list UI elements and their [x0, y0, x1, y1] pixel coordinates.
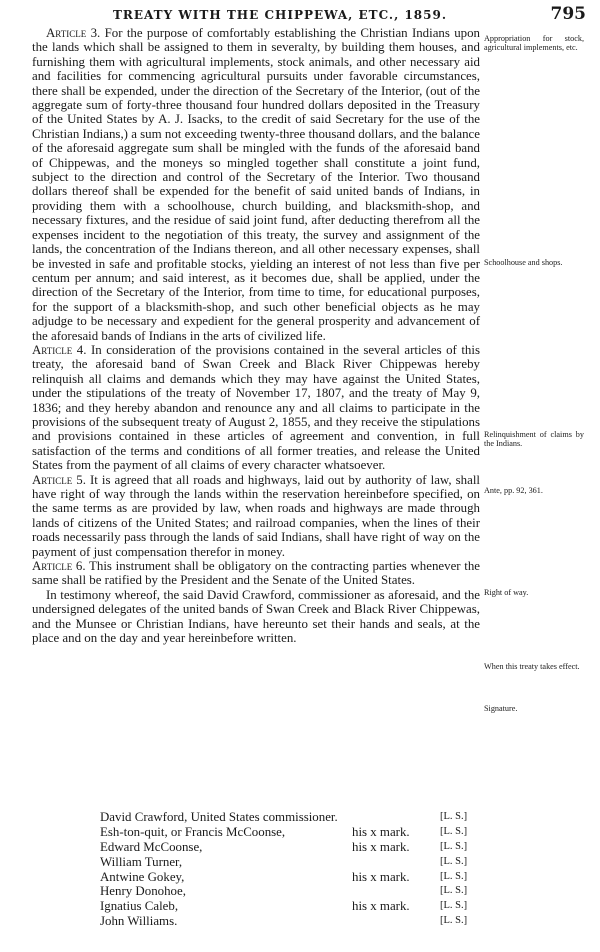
article-5-text: It is agreed that all roads and highways, laid out by authority of law, shall have right of way through the lands within the reservation hereinbefore specified, on the same terms as are provided by law, when roads and highways are made through lands of citizens of the United States; and railroad companies, when the lines of their roads necessarily pass through the lands of said Indians, shall have right of way on the payment of just compensation therefor in money.: [32, 472, 480, 559]
signature-row: [32, 840, 492, 855]
signer-name: Esh-ton-quit, or Francis McCoonse,: [100, 824, 286, 839]
margin-note-appropriation: Appropriation for stock, agricultural implements, etc.: [484, 34, 584, 53]
seal-label: [L. S.]: [440, 825, 468, 837]
seal-label: [L. S.]: [440, 870, 468, 882]
treaty-text: [32, 26, 480, 645]
signer-name: Henry Donohoe,: [100, 884, 186, 899]
signer-mark: his x mark.: [352, 824, 410, 839]
testimony-paragraph: In testimony whereof, the said David Crawford, commissioner as aforesaid, and the undersigned delegates of the united bands of Swan Creek and Black River Chippewas, and the Munsee or Christian Indians, have hereunto set their hands and seals, at the place and on the day and year hereinbefore written.: [32, 587, 480, 646]
signature-block: [32, 810, 492, 929]
signer-name: Ignatius Caleb,: [100, 899, 179, 914]
article-3-heading: Article 3.: [46, 26, 101, 40]
signature-row: [32, 810, 492, 825]
margin-note-when-effect: When this treaty takes effect.: [484, 662, 580, 671]
signer-name: John Williams.: [100, 914, 178, 929]
article-3-text: For the purpose of comfortably establishing the Christian Indians upon the lands which shall be assigned to them in severalty, by building them houses, and furnishing them with agricultural implements, stock animals, and other necessary aid and facilities for commencing agricultural pursuits under favorable circumstances, there shall be expended, under the direction of the Secretary of the Interior, (out of the aggregate sum of forty-three thousand four hundred dollars deposited in the Treasury of the United States by A. J. Isacks, to the credit of said Secretary for the use of the Christian Indians,) a sum not exceeding twenty-three thousand dollars, and the balance of the aforesaid aggregate sum shall be mingled with the funds of the aforesaid band of Chippewas, and the moneys so mingled together shall constitute a joint fund, subject to the direction and control of the Secretary of the Interior. Two thousand dollars thereof shall be expended for the benefit of said united bands of Indians, in providing them with a schoolhouse, church building, and blacksmith-shop, and necessary fixtures, and the residue of said joint fund, after deducting therefrom all the expenses incident to the negotiation of this treaty, the survey and assignment of the lands, the concentration of the Indians thereon, and all other necessary expenses, shall be invested in safe and profitable stocks, yielding an interest of not less than five per centum per annum; and said interest, as it becomes due, shall be applied, under the direction of the Secretary of the Interior, from time to time, for educational purposes, for the support of a blacksmith-shop, and such other beneficial objects as he may adjudge to be necessary and expedient for the general prosperity and advancement of the aforesaid bands of Indians in the arts of civilized life.: [32, 26, 480, 343]
article-6-paragraph: [32, 559, 480, 588]
margin-note-schoolhouse: Schoolhouse and shops.: [484, 258, 563, 267]
article-5-paragraph: [32, 473, 480, 559]
article-3-paragraph: [32, 26, 480, 343]
seal-label: [L. S.]: [440, 855, 468, 867]
signature-row: [32, 855, 492, 870]
signature-row: [32, 825, 492, 840]
article-4-paragraph: [32, 343, 480, 473]
signer-mark: his x mark.: [352, 899, 410, 914]
seal-label: [L. S.]: [440, 915, 468, 927]
signer-mark: his x mark.: [352, 839, 410, 854]
running-title: TREATY WITH THE CHIPPEWA, ETC., 1859.: [112, 8, 448, 22]
article-6-text: This instrument shall be obligatory on the contracting parties whenever the same shall be ratified by the President and the Senate of the United States.: [32, 559, 480, 588]
page-number: 795: [550, 4, 586, 24]
running-header: [0, 4, 600, 26]
signer-name: William Turner,: [100, 854, 183, 869]
signature-row: [32, 884, 492, 899]
margin-note-right-of-way: Right of way.: [484, 588, 529, 597]
seal-label: [L. S.]: [440, 811, 468, 822]
article-5-heading: Article 5.: [32, 472, 86, 487]
margin-note-ante: Ante, pp. 92, 361.: [484, 486, 543, 495]
article-4-heading: Article 4.: [32, 342, 87, 357]
signature-row: [32, 899, 492, 914]
signature-row: [32, 914, 492, 929]
article-6-heading: Article 6.: [32, 559, 86, 574]
seal-label: [L. S.]: [440, 900, 468, 912]
margin-note-signature: Signature.: [484, 704, 518, 713]
signer-name: Antwine Gokey,: [100, 869, 185, 884]
seal-label: [L. S.]: [440, 885, 468, 897]
signer-name: David Crawford, United States commissioner.: [100, 810, 338, 824]
seal-label: [L. S.]: [440, 840, 468, 852]
signer-mark: his x mark.: [352, 869, 410, 884]
margin-note-relinquishment: Relinquishment of claims by the Indians.: [484, 430, 584, 449]
article-4-text: In consideration of the provisions contained in the several articles of this treaty, the aforesaid band of Swan Creek and Black River Chippewas hereby relinquish all claims and demands which they may have against the United States, under the stipulations of the treaty of November 17, 1807, and the treaty of May 9, 1836; and they hereby abandon and renounce any and all claims to participate in the provisions of the subsequent treaty of August 2, 1855, and they receive the stipulations and provisions contained in these articles of agreement and convention, in full satisfaction of the terms and conditions of all former treaties, and release the United States from the payment of all claims of every character whatsoever.: [32, 342, 480, 473]
signer-name: Edward McCoonse,: [100, 839, 203, 854]
signature-row: [32, 870, 492, 885]
